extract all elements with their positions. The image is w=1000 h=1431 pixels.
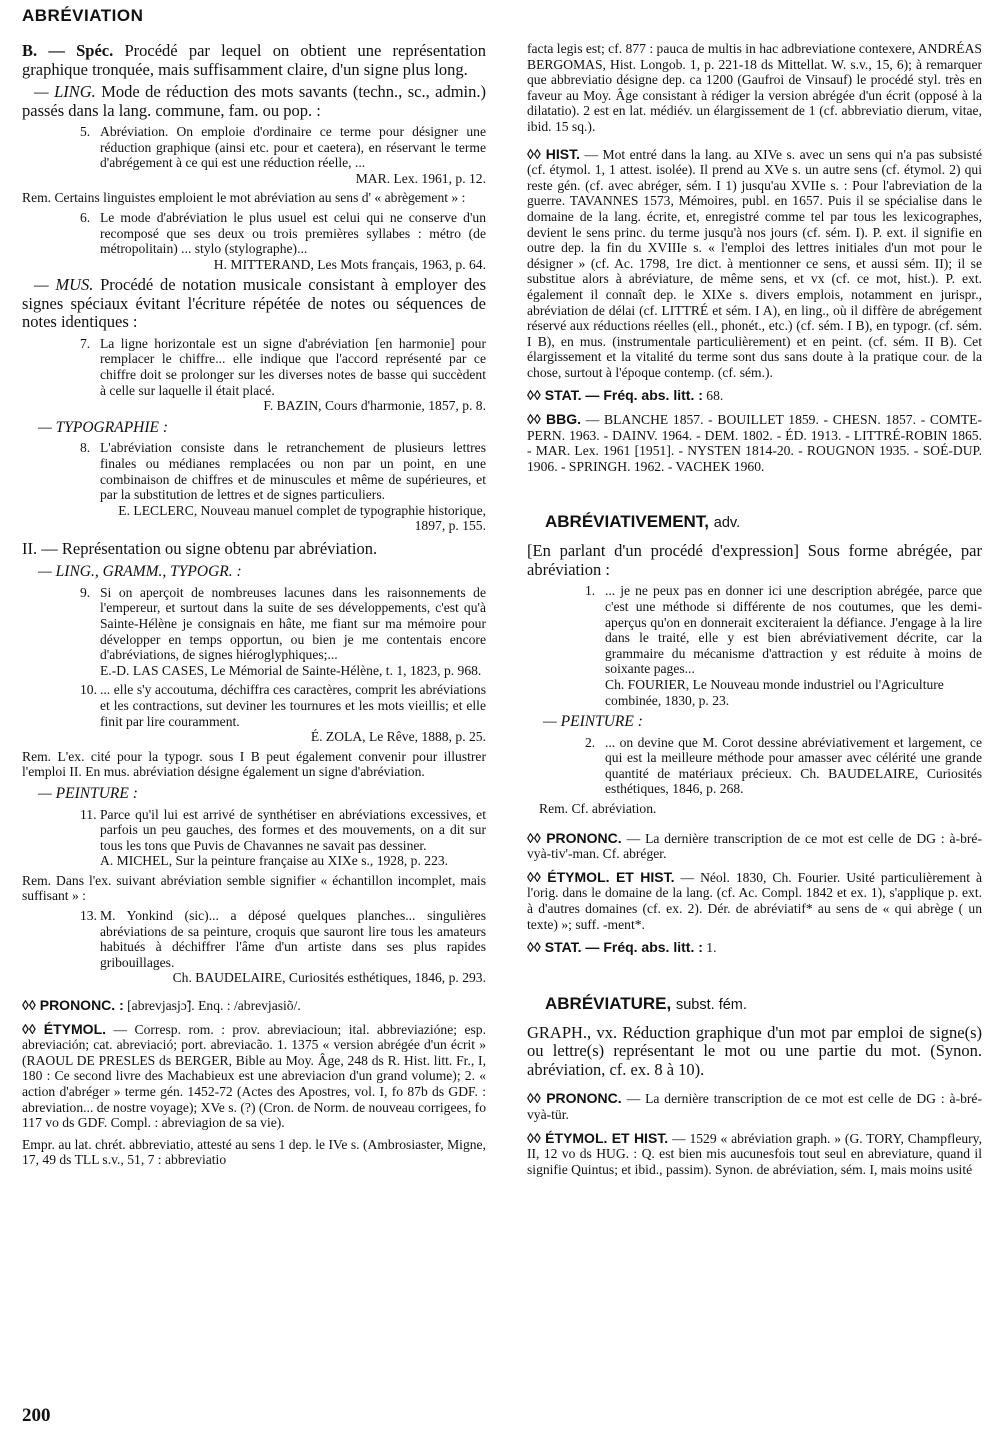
- entry-abreviature-heading: ABRÉVIATURE, subst. fém.: [545, 993, 747, 1013]
- abreviativement-stat: ◊◊ STAT. — Fréq. abs. litt. : 1.: [527, 939, 717, 956]
- example-6: 6. Le mode d'abréviation le plus usuel est celui qui ne conserve d'un recomposé que ses deux ou trois premières syllabes : métro (de métropolitain) ... stylo (stylographe)... H. MITTERAND, Les Mots français, 1963, p. 64.: [80, 209, 486, 272]
- example-9: 9. Si on aperçoit de nombreuses lacunes dans les raisonnements de l'empereur, et surtout dans la suite de ses développements, c'est qu'à Sainte-Hélène je consignais en hâte, me fiant sur ma mémoire pour développer en temps opportun, ou bien je me contentais encore d'abréviations, de signes hiéroglyphiques;... E.-D. LAS CASES, Le Mémorial de Sainte-Hélène, t. 1, 1823, p. 968.: [80, 584, 486, 678]
- abreviativement-definition: [En parlant d'un procédé d'expression] Sous forme abrégée, par abréviation :: [527, 541, 982, 579]
- example-11: 11. Parce qu'il lui est arrivé de synthétiser en abréviations excessives, et parfois un peu gauches, des formes et des mouvements, on a dit sur tous les tons que Puvis de Chavannes ne savait pas dessiner. A. MICHEL, Sur la peinture française au XIXe s., 1928, p. 223.: [80, 806, 486, 869]
- page-number: 200: [22, 1405, 51, 1426]
- abreviativement-example-2: 2. ... on devine que M. Corot dessine abréviativement et largement, ce qui est la meilleure méthode pour amasser avec célérité une grande quantité de matériaux précieux. Ch. BAUDELAIRE, Curiosités esthétiques, 1846, p. 268.: [585, 734, 982, 797]
- domain-typographie: — TYPOGRAPHIE :: [38, 418, 169, 436]
- abreviativement-prononc: ◊◊ PRONONC. — La dernière transcription de ce mot est celle de DG : à-bré-vyà-tiv'-man. Cf. abréger.: [527, 829, 982, 862]
- remark-1: Rem. Certains linguistes emploient le mot abréviation au sens d' « abrègement » :: [22, 190, 466, 206]
- remark-3: Rem. Dans l'ex. suivant abréviation semble signifier « échantillon incomplet, mais suffisant » :: [22, 872, 486, 904]
- definition-ii: II. — Représentation ou signe obtenu par abréviation.: [22, 538, 378, 558]
- abreviativement-remark: Rem. Cf. abréviation.: [539, 801, 657, 817]
- entry-abreviativement-heading: ABRÉVIATIVEMENT, adv.: [545, 512, 741, 532]
- definition-b-spec: B. — Spéc. Procédé par lequel on obtient une représentation graphique tronquée, mais suffisamment claire, d'un signe plus long.: [22, 41, 486, 79]
- example-5: 5. Abréviation. On emploie d'ordinaire ce terme pour désigner une réduction graphique (ainsi etc. pour et caetera), en réservant le terme d'abrégement à ce qui est une réduction réelle, ... MAR. Lex. 1961, p. 12.: [80, 124, 486, 186]
- left-column: [22, 42, 486, 1172]
- running-head: ABRÉVIATION: [22, 6, 144, 25]
- domain-mus: — MUS. Procédé de notation musicale consistant à employer des signes spéciaux évitant l'écriture répétée de notes ou séquences de notes identiques :: [22, 275, 487, 332]
- etymol-continuation: facta legis est; cf. 877 : pauca de multis in hac adbreviatione contexere, ANDRÉAS BERGOMAS, Hist. Longob. 1, p. 221-18 ds Mittellat. W. s.v., 15, 6); à remarquer que abbreviatio désigne dep. ca 1200 (Gaufroi de Vinsauf) le procédé styl. très en faveur au Moy. Âge consistant à rédiger la version abrégée d'un écrit (opposé à la dilatatio). 2 est en lat. médiév. un élargissement de 1 (cf. abbreviatio dierum, vitae, ibid. 15 sq.).: [527, 41, 982, 134]
- example-10: 10. ... elle s'y accoutuma, déchiffra ces caractères, comprit les abréviations et les contractions, sut deviner les tournures et les mots vieillis; et elle finit par lire couramment. É. ZOLA, Le Rêve, 1888, p. 25.: [80, 682, 486, 745]
- definition-label: B. — Spéc.: [22, 41, 114, 60]
- abreviativement-domain-peinture: — PEINTURE :: [543, 713, 643, 731]
- abreviativement-example-1: 1. ... je ne peux pas en donner ici une description abrégée, parce que c'est une méthode si différente de nos coutumes, que les demi-aperçus qu'on en donnerait exciteraient la défiance. J'engage à la lire dans le traité, elle y est bien abréviativement décrite, car la grammaire du mécanisme d'attraction y est réduite à moins de soixante pages... Ch. FOURIER, Le Nouveau monde industriel ou l'Agriculture combinée, 1830, p. 23.: [585, 583, 982, 708]
- section-bbg: ◊◊ BBG. — BLANCHE 1857. - BOUILLET 1859. - CHESN. 1857. - COMTE-PERN. 1963. - DAINV. 1964. - DEM. 1802. - ÉD. 1913. - LITTRÉ-ROBIN 1865. - MAR. Lex. 1961 [1951]. - NYSTEN 1814-20. - ROUGNON 1935. - SOÉ-DUP. 1906. - SPRINGH. 1962. - VACHEK 1960.: [527, 411, 983, 474]
- example-7: 7. La ligne horizontale est un signe d'abréviation [en harmonie] pour remplacer le chiffre... elle indique que l'accord représenté par ce chiffre doit se prolonger sur les diverses notes de basse qui succèdent à celle sur laquelle il était placé. F. BAZIN, Cours d'harmonie, 1857, p. 8.: [80, 335, 486, 414]
- section-etymol: ◊◊ ÉTYMOL. — Corresp. rom. : prov. abreviacioun; ital. abbreviazióne; esp. abreviación; cat. abreviació; port. abreviacão. 1. 1375 « version abrégée d'un écrit » (RAOUL DE PRESLES ds BERGER, Bible au Moy. Âge, 248 ds R. Hist. litt. Fr., I, 180 : Ce second livre des Machabieux est une abreviacion d'un grand volume); 2. « action d'abréger » terme gén. 1452-72 (Actes des Apostres, vol. I, fo 87b ds GDF. : abreviation... de nostre voyage); XVe s. (?) (Cron. de Norm. de nouveau corrigees, fo 117 vo ds GDF. Compl. : abreviagion de sa vie).: [22, 1020, 486, 1131]
- example-13: 13. M. Yonkind (sic)... a déposé quelques planches... singulières abréviations de sa peinture, croquis que sauront lire tous les amateurs habitués à déchiffrer l'âme d'un artiste dans ses plus rapides gribouillages. Ch. BAUDELAIRE, Curiosités esthétiques, 1846, p. 293.: [80, 908, 486, 986]
- domain-peinture: — PEINTURE :: [38, 785, 138, 802]
- domain-ling: — LING. Mode de réduction des mots savants (techn., sc., admin.) passés dans la lang. commune, fam. ou pop. :: [22, 82, 487, 120]
- section-stat: ◊◊ STAT. — Fréq. abs. litt. : 68.: [527, 387, 724, 404]
- etymol-empr: Empr. au lat. chrét. abbreviatio, attesté au sens 1 dep. le IVe s. (Ambrosiaster, Migne, 17, 49 ds TLL s.v., 51, 7 : abbreviatio: [22, 1136, 486, 1168]
- abreviature-etymol: ◊◊ ÉTYMOL. ET HIST. — 1529 « abréviation graph. » (G. TORY, Champfleury, II, 12 vo ds HUG. : Q. est bien mis aucunesfois tout seul en abreviature, quand il signifie Quintus; et ibid., passim). Synon. de abréviation, sém. I, mais moins usité: [527, 1129, 982, 1177]
- abreviature-definition: GRAPH., vx. Réduction graphique d'un mot par emploi de signe(s) ou lettre(s) représentant le mot ou une partie du mot. (Synon. abréviation, cf. ex. 8 à 10).: [527, 1022, 982, 1079]
- example-8: 8. L'abréviation consiste dans le retranchement de plusieurs lettres finales ou médianes remplacées ou non par un point, en une combinaison de chiffres et de minuscules et même de supérieures, et par la substitution de lettres et de signes particuliers. E. LECLERC, Nouveau manuel complet de typographie historique, 1897, p. 155.: [80, 440, 486, 534]
- section-prononc: ◊◊ PRONONC. : [abrevjasjɔ̃]. Enq. : /abrevjasiõ/.: [22, 997, 301, 1014]
- remark-2: Rem. L'ex. cité pour la typogr. sous I B peut également convenir pour illustrer l'emploi II. En mus. abréviation désigne également un signe d'abréviation.: [22, 748, 486, 780]
- domain-ling-gramm-typogr: — LING., GRAMM., TYPOGR. :: [38, 563, 242, 581]
- abreviativement-etymol: ◊◊ ÉTYMOL. ET HIST. — Néol. 1830, Ch. Fourier. Usité particulièrement à l'orig. dans le domaine de la lang. (cf. Ac. Compl. 1842 et ex. 1), s'applique p. ext. à d'autres domaines (cf. ex. 2). Dér. de abréviatif* au sens de « qui abrège ( un texte) »; suff. -ment*.: [527, 868, 982, 932]
- right-column: [527, 38, 982, 1183]
- abreviature-prononc: ◊◊ PRONONC. — La dernière transcription de ce mot est celle de DG : à-bré-vyà-tür.: [527, 1090, 982, 1122]
- section-hist: ◊◊ HIST. — Mot entré dans la lang. au XIVe s. avec un sens qui n'a pas subsisté (cf. étymol. 1, 1 attest. isolée). Il prend au XVe s. un autre sens (cf. étymol. 2) qui reste gén. (cf. avec abréger, sém. I 1) jusqu'au XVIIe s. : Pour l'abreviation de la guerre. TAVANNES 1573, Mémoires, publ. en 1657. Puis il se spécialise dans le domaine de la lang. écrite, et, enregistré comme tel par tous les lexicographes, devient le sens princ. du terme jusqu'à nos jours (cf. sém. I). P. ext. il signifie en outre dep. la fin du XVIIIe s. « l'emploi des lettres initiales d'un mot pour le désigner » (cf. Ac. 1798, 1re dict. à mentionner ce sens, et aussi sém. II); il se substitue alors à abréviature, de même sens, et vx (cf. ce mot, hist.). P. ext. également il connaît dep. le XIXe s. divers emplois, notamment en jurispr., abréviation de délai (cf. LITTRÉ et sém. I A), en ling., où il diffère de abrégement réservé aux réductions réelles (ell., phonét., etc.) (cf. sém. I B), en typogr. (cf. sém. I B), en mus. (instrumentale particulièrement) et en peint. (cf. sém. II B). Cet élargissement et la vitalité du terme sont dus sans doute à la pratique cour. de la chose, surtout à l'époque contemp. (cf. sém.).: [527, 145, 983, 380]
